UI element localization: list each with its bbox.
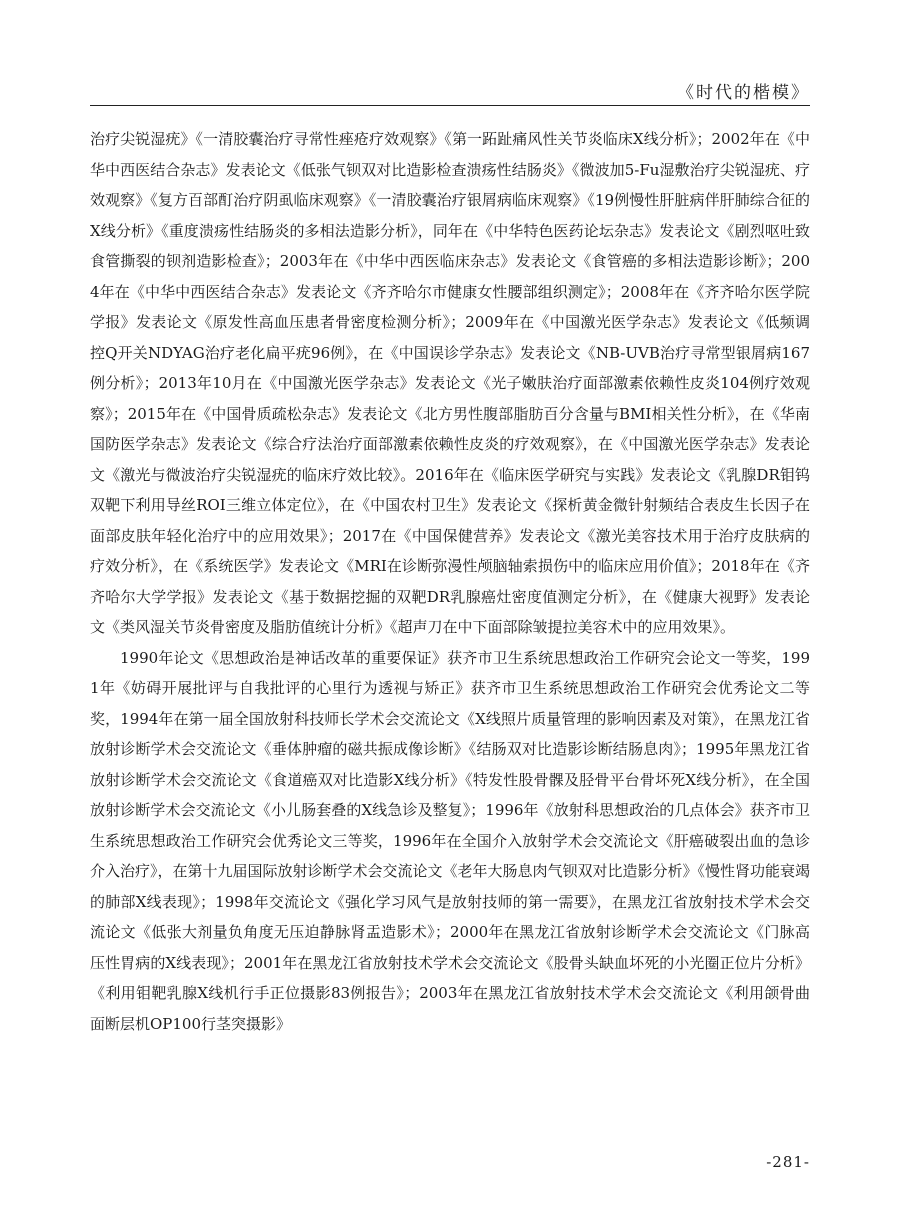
body-text: [90, 124, 810, 1039]
header-rule: [90, 105, 810, 106]
running-header: [90, 72, 810, 106]
page-number: -281-: [766, 1153, 810, 1171]
paragraph-publications-continued: 治疗尖锐湿疣》《一清胶囊治疗寻常性痤疮疗效观察》《第一跖趾痛风性关节炎临床X线分析》；2002年在《中华中西医结合杂志》发表论文《低张气钡双对比造影检查溃疡性结肠炎》《微波加5-Fu湿敷治疗尖锐湿疣、疗效观察》《复方百部酊治疗阴虱临床观察》《一清胶囊治疗银屑病临床观察》《19例慢性肝脏病伴肝肺综合征的X线分析》《重度溃疡性结肠炎的多相法造影分析》，同年在《中华特色医药论坛杂志》发表论文《剧烈呕吐致食管撕裂的钡剂造影检查》；2003年在《中华中西医临床杂志》发表论文《食管癌的多相法造影诊断》；2004年在《中华中西医结合杂志》发表论文《齐齐哈尔市健康女性腰部组织测定》；2008年在《齐齐哈尔医学院学报》发表论文《原发性高血压患者骨密度检测分析》；2009年在《中国激光医学杂志》发表论文《低频调控Q开关NDYAG治疗老化扁平疣96例》，在《中国误诊学杂志》发表论文《NB-UVB治疗寻常型银屑病167例分析》；2013年10月在《中国激光医学杂志》发表论文《光子嫩肤治疗面部激素依赖性皮炎104例疗效观察》；2015年在《中国骨质疏松杂志》发表论文《北方男性腹部脂肪百分含量与BMI相关性分析》，在《华南国防医学杂志》发表论文《综合疗法治疗面部激素依赖性皮炎的疗效观察》，在《中国激光医学杂志》发表论文《激光与微波治疗尖锐湿疣的临床疗效比较》。2016年在《临床医学研究与实践》发表论文《乳腺DR钼钨双靶下利用导丝ROI三维立体定位》，在《中国农村卫生》发表论文《探析黄金微针射频结合表皮生长因子在面部皮肤年轻化治疗中的应用效果》；2017在《中国保健营养》发表论文《激光美容技术用于治疗皮肤病的疗效分析》，在《系统医学》发表论文《MRI在诊断弥漫性颅脑轴索损伤中的临床应用价值》；2018年在《齐齐哈尔大学学报》发表论文《基于数据挖掘的双靶DR乳腺癌灶密度值测定分析》，在《健康大视野》发表论文《类风湿关节炎骨密度及脂肪值统计分析》《超声刀在中下面部除皱提拉美容术中的应用效果》。: [90, 130, 810, 636]
running-header-title: 《时代的楷模》: [677, 83, 810, 103]
paragraph-conference-papers: 1990年论文《思想政治是神话改革的重要保证》获齐市卫生系统思想政治工作研究会论文一等奖，1991年《妨碍开展批评与自我批评的心里行为透视与矫正》获齐市卫生系统思想政治工作研究会优秀论文二等奖，1994年在第一届全国放射科技师长学术会交流论文《X线照片质量管理的影响因素及对策》，在黑龙江省放射诊断学术会交流论文《垂体肿瘤的磁共振成像诊断》《结肠双对比造影诊断结肠息肉》；1995年黑龙江省放射诊断学术会交流论文《食道癌双对比造影X线分析》《特发性股骨髁及胫骨平台骨坏死X线分析》，在全国放射诊断学术会交流论文《小儿肠套叠的X线急诊及整复》；1996年《放射科思想政治的几点体会》获齐市卫生系统思想政治工作研究会优秀论文三等奖，1996年在全国介入放射学术会交流论文《肝癌破裂出血的急诊介入治疗》，在第十九届国际放射诊断学术会交流论文《老年大肠息肉气钡双对比造影分析》《慢性肾功能衰竭的肺部X线表现》；1998年交流论文《强化学习风气是放射技师的第一需要》，在黑龙江省放射技术学术会交流论文《低张大剂量负角度无压迫静脉肾盂造影术》；2000年在黑龙江省放射诊断学术会交流论文《门脉高压性胃病的X线表现》；2001年在黑龙江省放射技术学术会交流论文《股骨头缺血坏死的小光圈正位片分析》《利用钼靶乳腺X线机行手正位摄影83例报告》；2003年在黑龙江省放射技术学术会交流论文《利用颌骨曲面断层机OP100行茎突摄影》: [90, 648, 811, 1033]
